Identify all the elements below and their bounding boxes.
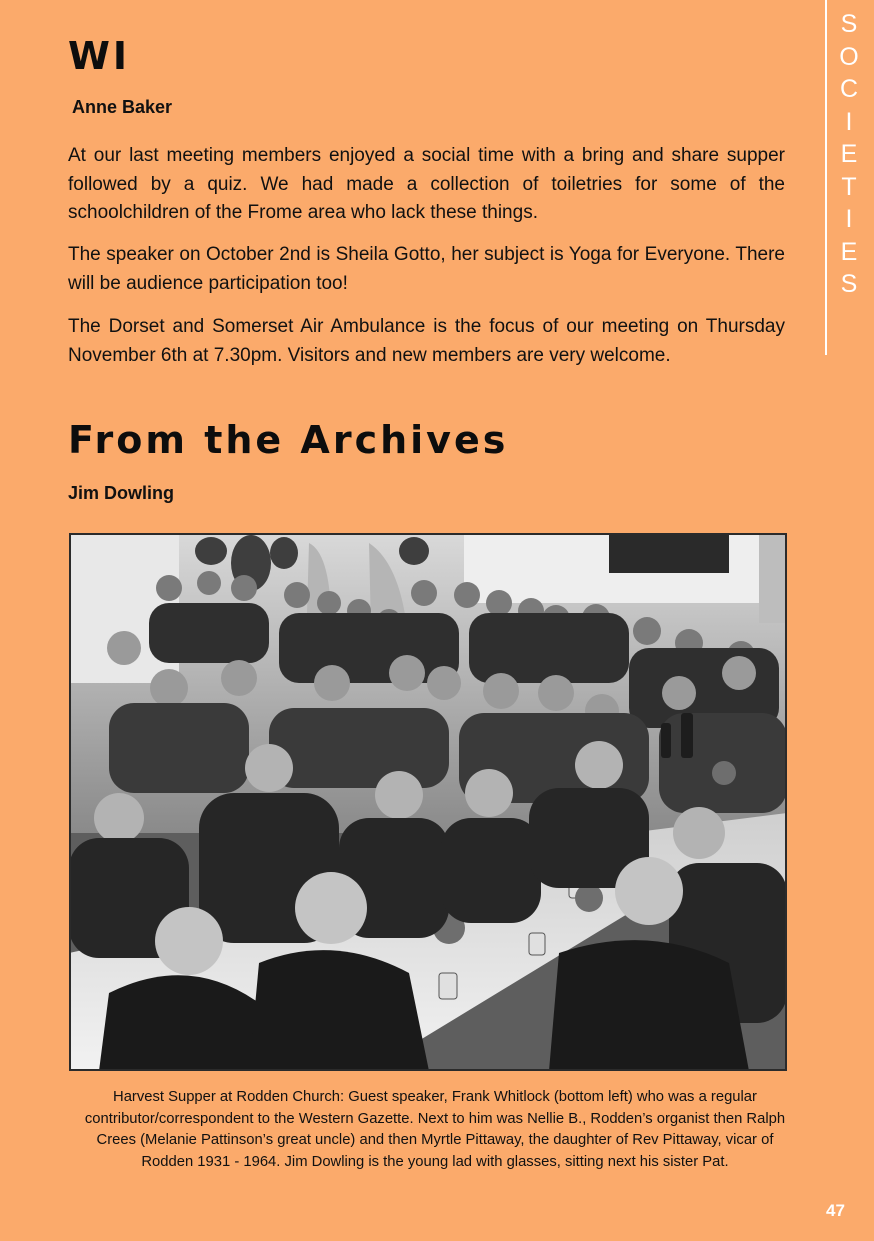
side-tab-letter: I [845,107,853,136]
side-tab-letter: O [839,42,859,71]
archives-author: Jim Dowling [68,483,175,503]
side-tab-letter: S [840,10,858,38]
wi-section-title: WI [68,34,131,78]
page-number: 47 [826,1201,845,1220]
side-tab-letter: C [839,75,859,103]
side-tab-letter: I [845,205,853,233]
side-tab-letter: E [840,140,858,168]
archives-section-title: From the Archives [68,418,509,462]
archive-photo [69,533,787,1071]
wi-paragraph: The speaker on October 2nd is Sheila Gotto, her subject is Yoga for Everyone. There will be audience participation too! [68,244,785,294]
wi-author: Anne Baker [72,97,173,117]
side-tab-letter: T [841,172,857,201]
side-tab-rule [825,0,827,355]
wi-paragraph: At our last meeting members enjoyed a social time with a bring and share supper followed by a quiz. We had made a collection of toiletries for some of the schoolchildren of the Frome area who lack these things. [68,145,785,223]
archive-photo-illustration [69,533,787,1071]
wi-paragraph: The Dorset and Somerset Air Ambulance is the focus of our meeting on Thursday November 6th at 7.30pm. Visitors and new members are very welcome. [68,316,785,366]
side-tab-letter: E [840,237,858,266]
photo-caption: Harvest Supper at Rodden Church: Guest speaker, Frank Whitlock (bottom left) who was a regular contributor/correspondent to the Western Gazette. Next to him was Nellie B., Rodden’s organist then Ralph Crees (Melanie Pattinson’s great uncle) and then Myrtle Pittaway, the daughter of Rev Pittaway, vicar of Rodden 1931 - 1964. Jim Dowling is the young lad with glasses, sitting next his sister Pat. [84,1089,786,1170]
side-tab-letter: S [840,270,858,298]
side-tab-societies [836,8,862,301]
